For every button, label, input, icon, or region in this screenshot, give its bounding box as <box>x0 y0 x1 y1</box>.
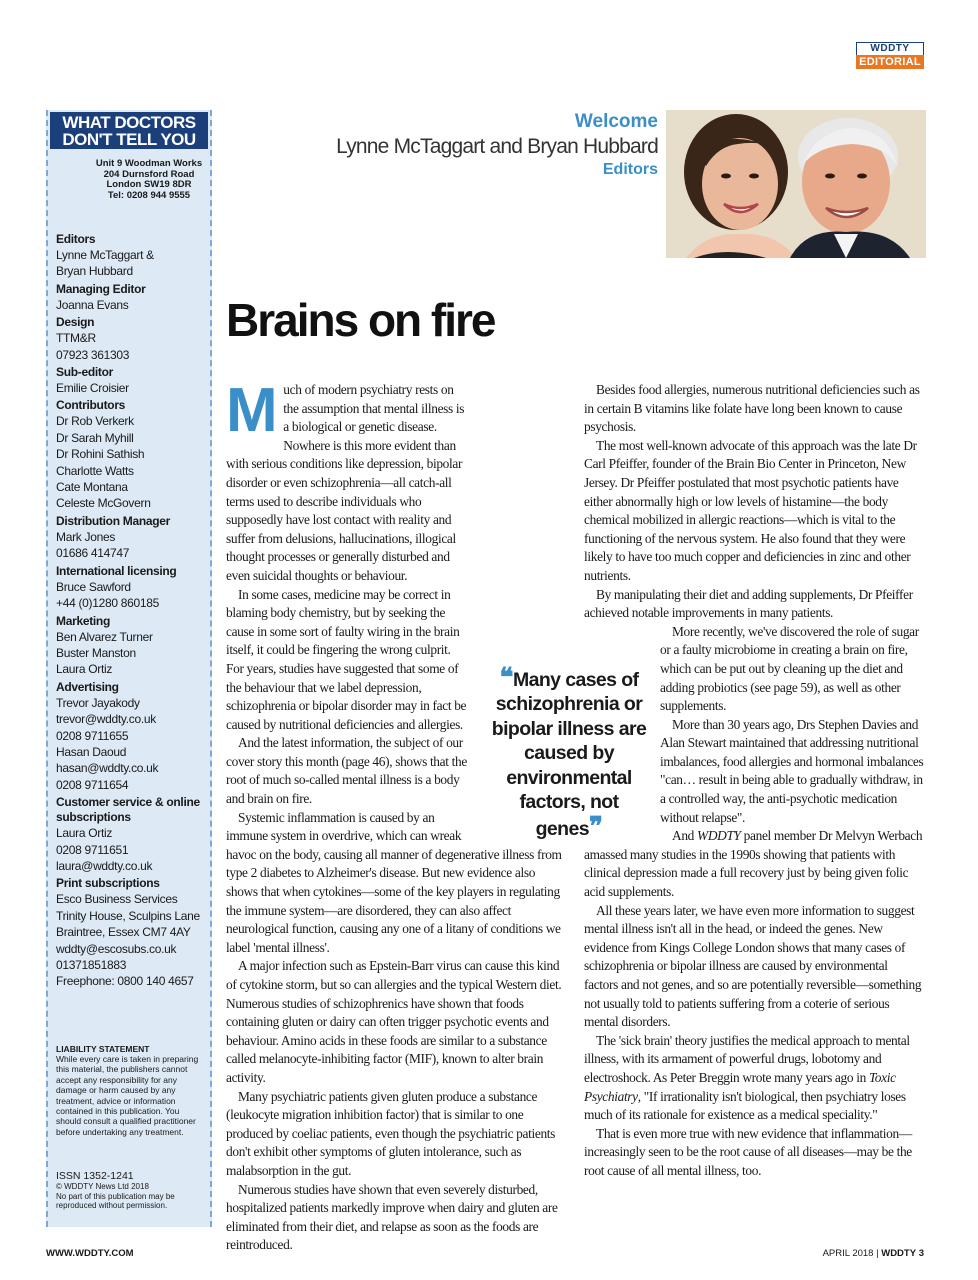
staff-entry: TTM&R <box>56 331 96 346</box>
staff-entry: Trevor Jayakody <box>56 695 140 710</box>
staff-entry: Hasan Daoud <box>56 744 127 759</box>
pull-quote-text: Many cases of schizophrenia or bipolar illness are caused by environmental factors, not genes <box>491 669 647 841</box>
masthead-sidebar <box>46 110 212 1227</box>
article-paragraph: A major infection such as Epstein-Barr virus can cause this kind of cytokine storm, but so can allergies and the typical Western diet. Numerous studies of schizophrenics have shown that foods containing gluten or dairy can often trigger psychotic events and behaviour. Amino acids in these foods are similar to a substance called melanocyte-inhibiting factor (MIF), known to alter brain activity. <box>226 958 562 1085</box>
staff-role: Print subscriptions <box>56 876 160 891</box>
liability-title: LIABILITY STATEMENT <box>56 1044 150 1054</box>
office-address <box>48 159 210 201</box>
footer-brand: WDDTY <box>881 1248 917 1259</box>
article-paragraph: That is even more true with new evidence that inflammation—increasingly seen to be the root cause of all diseases—may be the root cause of all mental illness, too. <box>584 1125 912 1178</box>
book-title: Toxic Psychiatry <box>584 1069 896 1104</box>
staff-entry: Laura Ortiz <box>56 826 113 841</box>
staff-entry: Dr Sarah Myhill <box>56 430 134 445</box>
staff-entry: Freephone: 0800 140 4657 <box>56 974 194 989</box>
staff-entry: hasan@wddty.co.uk <box>56 761 159 776</box>
logo-line-2: DON'T TELL YOU <box>62 130 196 149</box>
staff-role: Advertising <box>56 679 119 694</box>
magazine-logo <box>50 112 208 149</box>
staff-entry: Dr Rohini Sathish <box>56 447 145 462</box>
article-paragraph: In some cases, medicine may be correct in blaming body chemistry, but by seeking the cause in some sort of faulty wiring in the brain itself, it could be fingering the wrong culprit. For years, studies have suggested that some of the behaviour that we label depression, schizophrenia or bipolar disorder may in fact be caused by nutritional deficiencies and allergies. <box>226 586 467 732</box>
staff-entry: laura@wddty.co.uk <box>56 858 153 873</box>
welcome-header <box>300 110 658 180</box>
address-line: Unit 9 Woodman Works <box>95 158 203 169</box>
close-quote-icon: ❞ <box>588 811 603 842</box>
staff-entry: Esco Business Services <box>56 892 178 907</box>
staff-role: Contributors <box>56 398 126 413</box>
liability-text: While every care is taken in preparing this material, the publishers cannot accept any responsibility for any damage or harm caused by any treatment, advice or information contained in this publication. You should consult a qualified practitioner before undertaking any treatment. <box>56 1054 199 1137</box>
staff-role: Editors <box>56 232 96 246</box>
staff-entry: Braintree, Essex CM7 4AY <box>56 925 191 940</box>
section-badge <box>856 42 924 69</box>
issn-block <box>56 1170 206 1211</box>
article-paragraph: By manipulating their diet and adding supplements, Dr Pfeiffer achieved notable improvements in many patients. <box>584 586 913 621</box>
article-paragraph: The most well-known advocate of this approach was the late Dr Carl Pfeiffer, founder of the Brain Bio Center in Princeton, New Jersey. Dr Pfeiffer postulated that most psychotic patients have either abnormally high or low levels of histamine—the body chemical mobilized in allergic reactions—which is vital to the functioning of the nervous system. He also found that they were likely to have too much copper and deficiencies in zinc and other nutrients. <box>584 437 917 583</box>
open-quote-icon: ❝ <box>499 662 513 692</box>
article-paragraph: Besides food allergies, numerous nutritional deficiencies such as in certain B vitamins like folate have long been known to cause psychosis. <box>584 382 920 435</box>
staff-entry: Buster Manston <box>56 645 136 660</box>
article-paragraph: The 'sick brain' theory justifies the medical approach to mental illness, with its armament of powerful drugs, lobotomy and electroshock. As Peter Breggin wrote many years ago in Toxic Psychiatry, "If irrationality isn't biological, then psychiatry loses much of its rationale for existence as a medical speciality." <box>584 1032 910 1123</box>
editors-photo-illustration <box>666 110 926 258</box>
staff-entry: Bryan Hubbard <box>56 264 133 279</box>
logo-line-1: WHAT DOCTORS <box>62 113 196 132</box>
copyright: © WDDTY News Ltd 2018 <box>56 1182 149 1191</box>
staff-entry: 01686 414747 <box>56 546 130 561</box>
badge-brand: WDDTY <box>856 42 924 55</box>
staff-role: Design <box>56 315 95 330</box>
staff-entry: Ben Alvarez Turner <box>56 629 153 644</box>
staff-list <box>56 230 208 990</box>
article-paragraph: More recently, we've discovered the role of sugar or a faulty microbiome in creating a brain on fire, which can be put out by cleaning up the diet and adding probiotics (see page 59), as well as other supplements. <box>660 623 919 714</box>
staff-entry: 0208 9711655 <box>56 728 129 743</box>
welcome-label: Welcome <box>574 111 658 132</box>
staff-entry: 07923 361303 <box>56 347 130 362</box>
footer-page-info: APRIL 2018 | WDDTY 3 <box>822 1248 924 1259</box>
staff-entry: Trinity House, Sculpins Lane <box>56 908 200 923</box>
article-column-right <box>584 381 924 1181</box>
staff-role: Marketing <box>56 613 110 628</box>
staff-entry: trevor@wddty.co.uk <box>56 712 156 727</box>
staff-entry: wddty@escosubs.co.uk <box>56 941 177 956</box>
staff-entry: Charlotte Watts <box>56 463 134 478</box>
magazine-name: WDDTY <box>697 828 741 844</box>
staff-role: Sub-editor <box>56 365 113 380</box>
editor-names: Lynne McTaggart and Bryan Hubbard <box>336 135 658 158</box>
staff-entry: Emilie Croisier <box>56 381 129 396</box>
staff-role: Distribution Manager <box>56 513 171 528</box>
article-headline: Brains on fire <box>226 294 495 346</box>
staff-entry: 01371851883 <box>56 958 127 972</box>
staff-entry: Joanna Evans <box>56 297 129 312</box>
article-paragraph: More than 30 years ago, Drs Stephen Davies and Alan Stewart maintained that addressing nutritional imbalances, food allergies and hormonal imbalances "can… result in being able to gradually withdraw, in a controlled way, the anti-psychotic medication without relapse". <box>660 716 924 825</box>
reproduction-notice: No part of this publication may be reproduced without permission. <box>56 1191 175 1211</box>
editor-role: Editors <box>602 161 658 178</box>
article-paragraph: All these years later, we have even more information to suggest mental illness isn't all in the head, or indeed the genes. New evidence from Kings College London shows that many cases of schizophrenia or bipolar illness are caused by environmental factors and not genes, and so are potentially reversible—something not usually told to patients suffering from a coterie of serious mental disorders. <box>584 902 922 1030</box>
staff-entry: Dr Rob Verkerk <box>56 414 134 429</box>
pullquote-wrap-right <box>584 623 660 845</box>
article-paragraph: uch of modern psychiatry rests on the assumption that mental illness is a biological or genetic disease. Nowhere is this more evident than with serious conditions like depression, bipolar disorder or even schizophrenia—all catch-all terms used to describe individuals who supposedly have lost contact with reality and suffer from delusions, hallucinations, illogical thought processes or generally disturbed and even suicidal thoughts or behaviour. <box>226 382 465 583</box>
staff-entry: 0208 9711654 <box>56 777 129 792</box>
staff-role: International licensing <box>56 563 177 578</box>
article-paragraph: Many psychiatric patients given gluten produce a substance (leukocyte migration inhibition factor) that is similar to one produced by coeliac patients, even though the psychiatric patients don't exhibit other symptoms of gluten intolerance, such as malabsorption in the gut. <box>226 1088 556 1178</box>
address-line: Tel: 0208 944 9555 <box>107 189 191 201</box>
staff-entry: +44 (0)1280 860185 <box>56 596 160 611</box>
article-paragraph: And the latest information, the subject of our cover story this month (page 46), shows that the root of much so-called mental illness is a body and brain on fire. <box>226 735 467 807</box>
staff-role: Customer service & online subscriptions <box>56 795 200 825</box>
address-line: London SW19 8DR <box>106 179 192 190</box>
staff-entry: Celeste McGovern <box>56 496 151 511</box>
footer-website: WWW.WDDTY.COM <box>46 1248 134 1259</box>
issn-number: ISSN 1352-1241 <box>56 1170 134 1182</box>
staff-entry: 0208 9711651 <box>56 842 129 857</box>
right-paragraphs <box>584 381 924 827</box>
article-paragraph: Systemic inflammation is caused by an immune system in overdrive, which can wreak havoc on the body, causing all manner of degenerative illness from type 2 diabetes to Alzheimer's disease. But new evidence also shows that when cytokines—some of the key players in regulating the immune system—are disordered, they can also affect neurological function, causing any one of a litany of conditions we label 'mental illness'. <box>226 809 562 955</box>
footer-date: APRIL 2018 <box>822 1248 874 1259</box>
article-paragraph: Numerous studies have shown that even severely disturbed, hospitalized patients markedly improve when dairy and gluten are eliminated from their diet, and relapse as soon as the foods are reintroduced. <box>226 1181 558 1253</box>
editors-photo <box>666 110 926 258</box>
page-number: 3 <box>918 1248 924 1259</box>
staff-entry: Cate Montana <box>56 480 128 495</box>
article-paragraph: And WDDTY panel member Dr Melvyn Werbach amassed many studies in the 1990s showing that patients with clinical depression made a full recovery just by being given folic acid supplements. <box>584 828 923 900</box>
liability-statement <box>56 1044 206 1137</box>
staff-role: Managing Editor <box>56 281 146 296</box>
staff-entry: Bruce Sawford <box>56 579 131 594</box>
drop-cap: M <box>226 376 278 445</box>
staff-entry: Laura Ortiz <box>56 662 113 677</box>
staff-entry: Lynne McTaggart & <box>56 248 154 262</box>
address-line: 204 Durnsford Road <box>103 168 195 180</box>
staff-entry: Mark Jones <box>56 529 116 544</box>
badge-section: EDITORIAL <box>856 55 924 69</box>
